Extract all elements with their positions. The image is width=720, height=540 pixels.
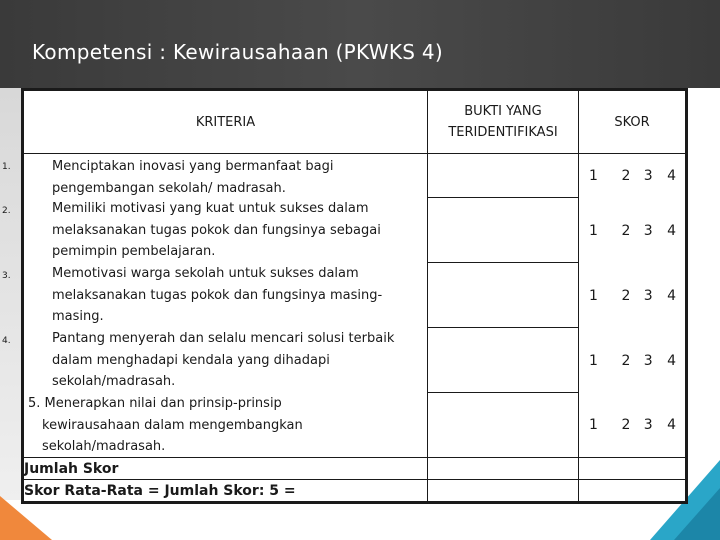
table-header-row	[24, 91, 686, 154]
criterion-text: Menciptakan inovasi yang bermanfaat bagi pengembangan sekolah/ madrasah.	[52, 159, 334, 196]
header-bukti	[428, 91, 579, 154]
score-option[interactable]: 1	[589, 287, 598, 304]
score-option[interactable]: 2	[621, 417, 631, 433]
criterion-number: 3.	[2, 271, 11, 281]
rata-rata-bukti	[428, 480, 579, 502]
criterion-number: 1.	[2, 162, 11, 172]
bukti-input-5[interactable]	[428, 393, 578, 457]
score-options-2[interactable]	[579, 198, 685, 263]
criterion-number: 2.	[2, 206, 11, 216]
corner-decoration-left	[0, 496, 52, 540]
criterion-3	[2, 263, 427, 328]
criterion-4	[2, 328, 427, 393]
criterion-2	[2, 198, 427, 263]
score-option[interactable]: 3 4	[643, 417, 681, 433]
bukti-input-1[interactable]	[428, 154, 578, 198]
header-kriteria: KRITERIA	[24, 91, 428, 154]
criterion-text: Pantang menyerah dan selalu mencari solusi terbaik dalam menghadapi kendala yang dihadapi sekolah/madrasah.	[52, 331, 395, 389]
bukti-column	[428, 154, 579, 458]
criteria-row	[24, 154, 686, 458]
score-options-5[interactable]	[579, 393, 685, 457]
jumlah-skor-label: Jumlah Skor	[24, 458, 428, 480]
bukti-input-2[interactable]	[428, 198, 578, 263]
rata-rata-label: Skor Rata-Rata = Jumlah Skor: 5 =	[24, 480, 428, 502]
score-option[interactable]: 3 4	[643, 287, 681, 304]
criterion-text: Memiliki motivasi yang kuat untuk sukses dalam melaksanakan tugas pokok dan fungsinya sebagai pemimpin pembelajaran.	[52, 201, 381, 259]
score-option[interactable]: 1	[589, 417, 598, 433]
criterion-number: 4.	[2, 336, 11, 346]
score-option[interactable]: 3 4	[643, 168, 681, 184]
criterion-5-line3: sekolah/madrasah.	[42, 439, 166, 454]
jumlah-skor-bukti	[428, 458, 579, 480]
score-options-4[interactable]	[579, 328, 685, 393]
header-bukti-line1: BUKTI YANG	[464, 104, 542, 119]
score-option[interactable]: 2	[621, 222, 631, 239]
header-bukti-line2: TERIDENTIFIKASI	[448, 125, 558, 140]
rata-rata-value[interactable]	[579, 480, 686, 502]
score-option[interactable]: 1	[589, 352, 598, 369]
skor-column	[579, 154, 686, 458]
score-option[interactable]: 2	[621, 287, 631, 304]
score-option[interactable]: 1	[589, 168, 598, 184]
criterion-5-line1: 5. Menerapkan nilai dan prinsip-prinsip	[28, 396, 282, 411]
score-option[interactable]: 3 4	[643, 352, 681, 369]
criterion-text: Memotivasi warga sekolah untuk sukses dalam melaksanakan tugas pokok dan fungsinya masing-masing.	[52, 266, 383, 324]
score-option[interactable]: 1	[589, 222, 598, 239]
criterion-1	[2, 154, 427, 198]
score-options-1[interactable]	[579, 154, 685, 198]
criteria-list	[2, 154, 428, 458]
header-skor: SKOR	[579, 91, 686, 154]
competency-table	[2, 90, 686, 502]
side-strip-decoration	[0, 88, 22, 500]
jumlah-skor-value[interactable]	[579, 458, 686, 480]
score-option[interactable]: 2	[621, 352, 631, 369]
score-option[interactable]: 3 4	[643, 222, 681, 239]
slide-title: Kompetensi : Kewirausahaan (PKWKS 4)	[32, 40, 444, 64]
score-options-3[interactable]	[579, 263, 685, 328]
criterion-5-line2: kewirausahaan dalam mengembangkan	[42, 417, 303, 433]
criterion-5	[24, 393, 427, 457]
jumlah-skor-row	[24, 458, 686, 480]
bukti-input-3[interactable]	[428, 263, 578, 328]
rata-rata-row	[24, 480, 686, 502]
score-option[interactable]: 2	[621, 168, 631, 184]
bukti-input-4[interactable]	[428, 328, 578, 393]
